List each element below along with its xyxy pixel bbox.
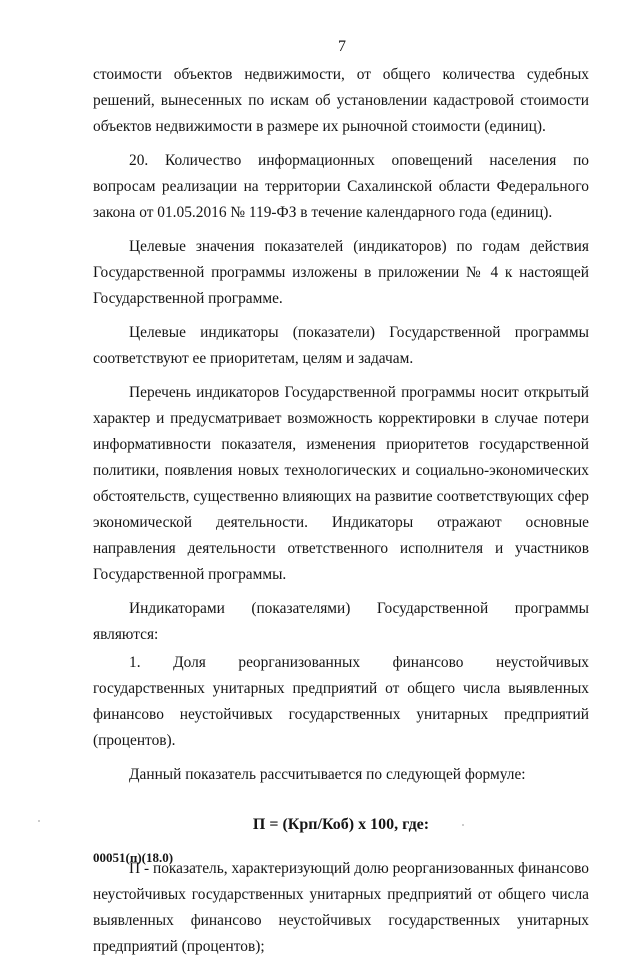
document-body: [93, 62, 589, 960]
formula: П = (Крп/Коб) х 100, где:: [252, 816, 430, 833]
footer-document-code: 00051(п)(18.0): [93, 850, 174, 865]
paragraph-indicator-1: 1. Доля реорганизованных финансово неустойчивых государственных унитарных предприятий от общего числа выявленных финансово неустойчивых государственных унитарных предприятий (процентов).: [93, 654, 589, 749]
paragraph-target-indicators: Целевые индикаторы (показатели) Государственной программы соответствуют ее приоритетам, целям и задачам.: [93, 324, 589, 367]
page-number: 7: [338, 38, 346, 55]
scan-speck: [38, 820, 40, 822]
paragraph-indicator-list: Перечень индикаторов Государственной программы носит открытый характер и предусматривает возможность корректировки в случае потери информативности показателя, изменения приоритетов государственной политики, появления новых технологических и социально-экономических обстоятельств, существенно влияющих на развитие соответствующих сфер экономической деятельности. Индикаторы отражают основные направления деятельности ответственного исполнителя и участников Государственной программы.: [93, 384, 589, 583]
paragraph-formula-definition: П - показатель, характеризующий долю реорганизованных финансово неустойчивых государственных унитарных предприятий от общего числа выявленных финансово неустойчивых государственных унитарных предприятий (процентов);: [93, 860, 589, 955]
paragraph-target-values: Целевые значения показателей (индикаторов) по годам действия Государственной программы изложены в приложении № 4 к настоящей Государственной программе.: [93, 238, 589, 307]
scan-speck: [462, 824, 464, 826]
paragraph-continuation: стоимости объектов недвижимости, от общего количества судебных решений, вынесенных по искам об установлении кадастровой стоимости объектов недвижимости в размере их рыночной стоимости (единиц).: [93, 66, 589, 135]
paragraph-item-20: 20. Количество информационных оповещений населения по вопросам реализации на территории Сахалинской области Федерального закона от 01.05.2016 № 119-ФЗ в течение календарного года (единиц).: [93, 152, 589, 221]
paragraph-indicators-intro: Индикаторами (показателями) Государственной программы являются:: [93, 600, 589, 643]
paragraph-formula-intro: Данный показатель рассчитывается по следующей формуле:: [129, 766, 526, 783]
